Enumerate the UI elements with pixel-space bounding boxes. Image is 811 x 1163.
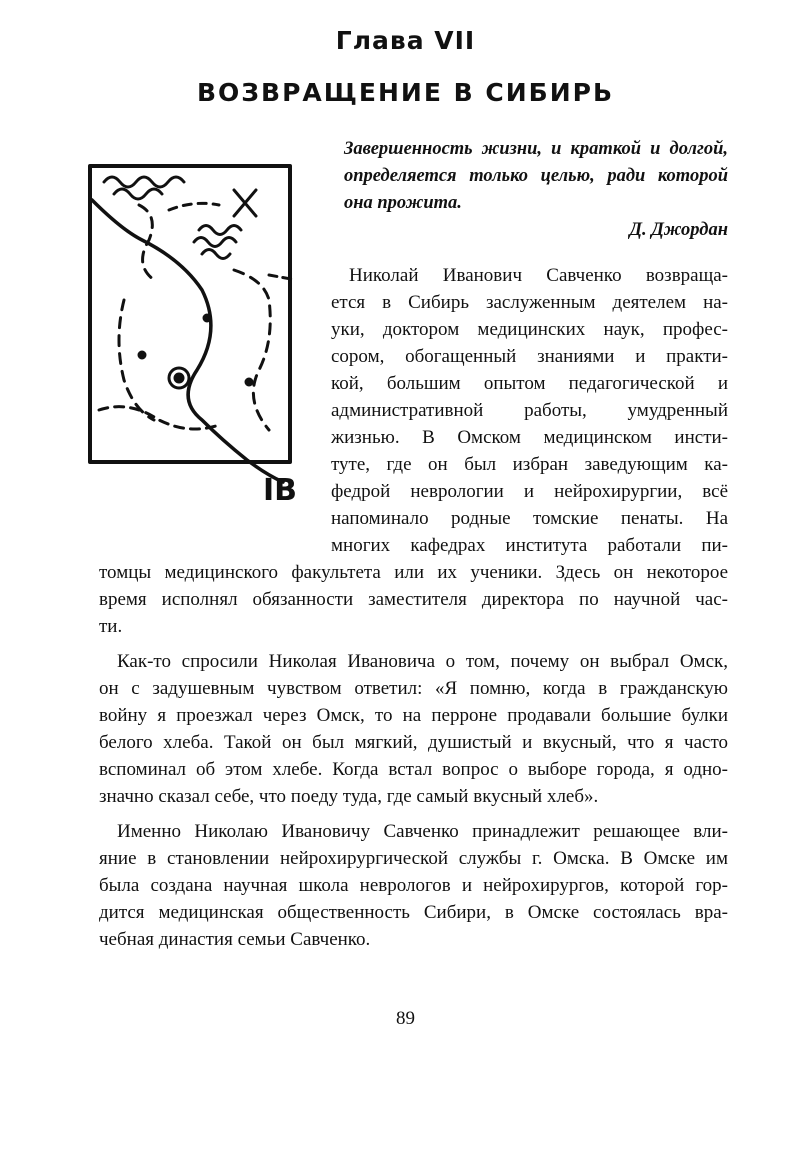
- chapter-title: ВОЗВРАЩЕНИЕ В СИБИРЬ: [196, 78, 615, 107]
- text-line: время исполнял обязанности заместителя директора по научной час-: [99, 589, 728, 610]
- epigraph: [344, 136, 728, 244]
- text-line: дится медицинская общественность Сибири, в Омске состоялась вра-: [99, 902, 728, 923]
- text-line: сором, обогащенный знаниями и практи-: [331, 346, 728, 367]
- chapter-label: Глава VII: [335, 26, 476, 55]
- text-line: войну я проезжал через Омск, то на перроне продавали большие булки: [99, 705, 728, 726]
- text-line: Николай Иванович Савченко возвраща-: [349, 265, 728, 286]
- epigraph-author: Д. Джордан: [629, 220, 728, 240]
- text-line: ти.: [99, 616, 123, 637]
- map-illustration: [84, 160, 304, 510]
- text-line: яние в становлении нейрохирургической службы г. Омска. В Омске им: [99, 848, 728, 869]
- text-line: жизнью. В Омском медицинском инсти-: [331, 427, 728, 448]
- text-line: уки, доктором медицинских наук, профес-: [331, 319, 728, 340]
- epigraph-text: Завершенность жизни, и краткой и долгой, определяется только целью, ради которой она прожита.: [344, 139, 728, 213]
- text-line: напоминало родные томские пенаты. На: [331, 508, 728, 529]
- text-line: кой, большим опытом педагогической и: [331, 373, 728, 394]
- text-line: многих кафедрах института работали пи-: [331, 535, 728, 556]
- text-line: томцы медицинского факультета или их ученики. Здесь он некоторое: [99, 562, 728, 583]
- text-line: значно сказал себе, что поеду туда, где самый вкусный хлеб».: [99, 786, 599, 807]
- page-number: 89: [396, 1008, 415, 1029]
- text-line: федрой неврологии и нейрохирургии, всё: [331, 481, 728, 502]
- text-line: административной работы, умудренный: [331, 400, 728, 421]
- text-line: Именно Николаю Ивановичу Савченко принадлежит решающее вли-: [117, 821, 728, 842]
- text-line: он с задушевным чувством ответил: «Я помню, когда в гражданскую: [99, 678, 728, 699]
- text-line: была создана научная школа неврологов и нейрохирургов, которой гор-: [99, 875, 728, 896]
- text-line: ется в Сибирь заслуженным деятелем на-: [331, 292, 728, 313]
- text-line: белого хлеба. Такой он был мягкий, душистый и вкусный, что я часто: [99, 732, 728, 753]
- monogram-text: IB: [262, 473, 298, 508]
- text-line: вспоминал об этом хлебе. Когда встал вопрос о выборе города, я одно-: [99, 759, 728, 780]
- text-line: туте, где он был избран заведующим ка-: [331, 454, 728, 475]
- text-line: чебная династия семьи Савченко.: [99, 929, 371, 950]
- text-line: Как-то спросили Николая Ивановича о том, почему он выбрал Омск,: [117, 651, 728, 672]
